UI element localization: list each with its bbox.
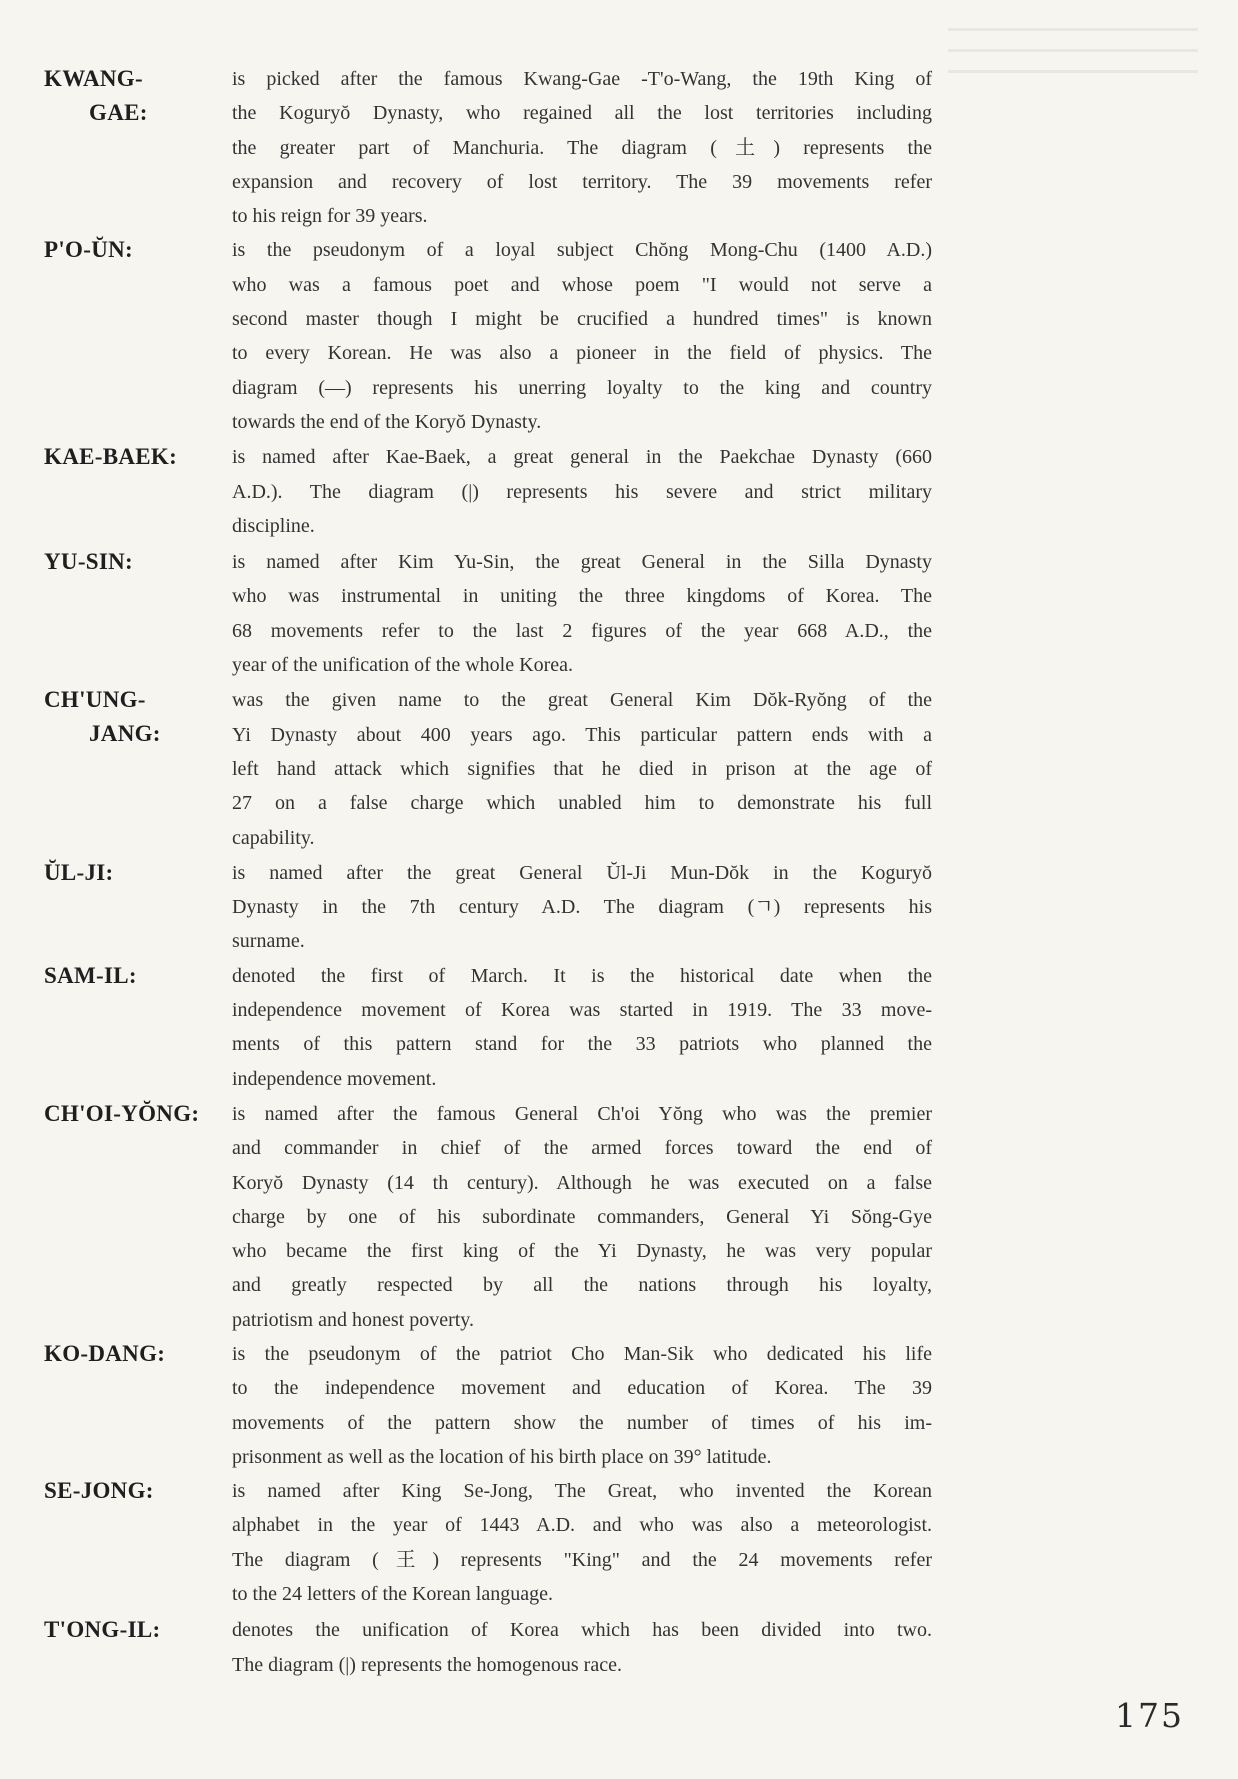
entry-term — [44, 683, 232, 751]
entry-term — [44, 545, 232, 579]
entry-term-line: CH'OI-YŎNG: — [44, 1100, 200, 1126]
glossary-entry — [44, 1337, 944, 1474]
definition-line: 27 on a false charge which unabled him to demonstrate his full — [232, 792, 932, 815]
entry-term — [44, 1474, 232, 1508]
pattern-glossary — [44, 62, 944, 1682]
entry-term-line: P'O-ŬN: — [44, 237, 133, 263]
entry-term-line: KWANG- — [44, 66, 143, 91]
definition-line: who was instrumental in uniting the three kingdoms of Korea. The — [232, 585, 932, 608]
definition-line: and greatly respected by all the nations through his loyalty, — [232, 1274, 932, 1297]
definition-line: is named after Kim Yu-Sin, the great General in the Silla Dynasty — [232, 551, 932, 574]
definition-line: alphabet in the year of 1443 A.D. and who was also a meteorologist. — [232, 1514, 932, 1537]
page-number: 175 — [1115, 1696, 1184, 1735]
entry-term — [44, 856, 232, 890]
entry-term — [44, 1097, 232, 1131]
glossary-entry — [44, 545, 944, 682]
glossary-entry — [44, 856, 944, 959]
definition-line: The diagram (|) represents the homogenous race. — [232, 1653, 622, 1676]
definition-line: is the pseudonym of the patriot Cho Man-Sik who dedicated his life — [232, 1342, 932, 1365]
entry-term — [44, 62, 232, 130]
definition-line: charge by one of his subordinate commanders, General Yi Sŏng-Gye — [232, 1205, 932, 1228]
glossary-entry — [44, 62, 944, 233]
entry-term-line: CH'UNG- — [44, 687, 146, 713]
definition-line: Koryŏ Dynasty (14 th century). Although he was executed on a false — [232, 1171, 932, 1194]
definition-line: left hand attack which signifies that he died in prison at the age of — [232, 757, 932, 780]
glossary-entry — [44, 959, 944, 1096]
entry-definition — [232, 233, 932, 439]
entry-term — [44, 1337, 232, 1371]
entry-definition — [232, 856, 932, 959]
definition-line: who became the first king of the Yi Dynasty, he was very popular — [232, 1240, 932, 1263]
definition-line: movements of the pattern show the number of times of his im- — [232, 1411, 932, 1434]
entry-term-line: KAE-BAEK: — [44, 444, 178, 470]
entry-term — [44, 959, 232, 993]
definition-line: is picked after the famous Kwang-Gae -T'o-Wang, the 19th King of — [232, 68, 932, 90]
entry-definition — [232, 1097, 932, 1337]
entry-definition — [232, 545, 932, 682]
definition-line: independence movement of Korea was started in 1919. The 33 move- — [232, 999, 932, 1022]
entry-term — [44, 233, 232, 267]
definition-line: and commander in chief of the armed forces toward the end of — [232, 1137, 932, 1160]
definition-line: 68 movements refer to the last 2 figures of the year 668 A.D., the — [232, 619, 932, 642]
definition-line: is named after Kae-Baek, a great general in the Paekchae Dynasty (660 — [232, 446, 932, 469]
definition-line: the Koguryŏ Dynasty, who regained all the lost territories including — [232, 102, 932, 125]
definition-line: is named after the famous General Ch'oi Yŏng who was the premier — [232, 1102, 932, 1125]
definition-line: the greater part of Manchuria. The diagram (土) represents the — [232, 136, 932, 159]
definition-line: diagram (—) represents his unerring loyalty to the king and country — [232, 376, 932, 399]
definition-line: discipline. — [232, 514, 315, 537]
definition-line: to the 24 letters of the Korean language. — [232, 1583, 553, 1606]
definition-line: who was a famous poet and whose poem "I would not serve a — [232, 273, 932, 296]
glossary-entry — [44, 1097, 944, 1337]
definition-line: patriotism and honest poverty. — [232, 1308, 474, 1331]
glossary-entry — [44, 440, 944, 543]
definition-line: surname. — [232, 930, 305, 953]
entry-term-line: JANG: — [89, 721, 161, 747]
definition-line: prisonment as well as the location of his birth place on 39° latitude. — [232, 1445, 772, 1468]
definition-line: is named after King Se-Jong, The Great, who invented the Korean — [232, 1480, 932, 1503]
entry-definition — [232, 1613, 932, 1682]
definition-line: capability. — [232, 826, 315, 849]
definition-line: was the given name to the great General Kim Dŏk-Ryŏng of the — [232, 689, 932, 712]
definition-line: towards the end of the Koryŏ Dynasty. — [232, 410, 542, 433]
entry-term-line: SAM-IL: — [44, 962, 137, 988]
definition-line: ments of this pattern stand for the 33 patriots who planned the — [232, 1033, 932, 1056]
definition-line: Yi Dynasty about 400 years ago. This particular pattern ends with a — [232, 723, 932, 746]
glossary-entry — [44, 233, 944, 439]
entry-term — [44, 1613, 232, 1647]
glossary-entry — [44, 1613, 944, 1682]
definition-line: The diagram (王) represents "King" and the 24 movements refer — [232, 1548, 932, 1571]
entry-term-line: SE-JONG: — [44, 1478, 154, 1504]
definition-line: denotes the unification of Korea which has been divided into two. — [232, 1619, 932, 1642]
glossary-entry — [44, 683, 944, 854]
bleed-through-marks — [948, 10, 1198, 120]
definition-line: to the independence movement and education of Korea. The 39 — [232, 1377, 932, 1400]
definition-line: expansion and recovery of lost territory. The 39 movements refer — [232, 170, 932, 193]
definition-line: A.D.). The diagram (|) represents his severe and strict military — [232, 480, 932, 503]
entry-definition — [232, 1474, 932, 1611]
entry-term — [44, 440, 232, 474]
entry-term-line: KO-DANG: — [44, 1340, 166, 1366]
definition-line: independence movement. — [232, 1067, 437, 1090]
entry-term-line: GAE: — [89, 100, 148, 125]
entry-term-line: ŬL-JI: — [44, 859, 114, 885]
entry-definition — [232, 1337, 932, 1474]
entry-term-line: YU-SIN: — [44, 549, 133, 575]
definition-line: second master though I might be crucified a hundred times" is known — [232, 308, 932, 331]
definition-line: year of the unification of the whole Korea. — [232, 654, 573, 677]
entry-term-line: T'ONG-IL: — [44, 1617, 161, 1643]
definition-line: to his reign for 39 years. — [232, 205, 428, 228]
entry-definition — [232, 440, 932, 543]
entry-definition — [232, 959, 932, 1096]
definition-line: denoted the first of March. It is the historical date when the — [232, 964, 932, 987]
definition-line: Dynasty in the 7th century A.D. The diagram (ㄱ) represents his — [232, 896, 932, 919]
definition-line: to every Korean. He was also a pioneer in the field of physics. The — [232, 342, 932, 365]
entry-definition — [232, 62, 932, 233]
definition-line: is named after the great General Ŭl-Ji Mun-Dŏk in the Koguryŏ — [232, 861, 932, 884]
entry-definition — [232, 683, 932, 854]
definition-line: is the pseudonym of a loyal subject Chŏng Mong-Chu (1400 A.D.) — [232, 239, 932, 262]
glossary-entry — [44, 1474, 944, 1611]
